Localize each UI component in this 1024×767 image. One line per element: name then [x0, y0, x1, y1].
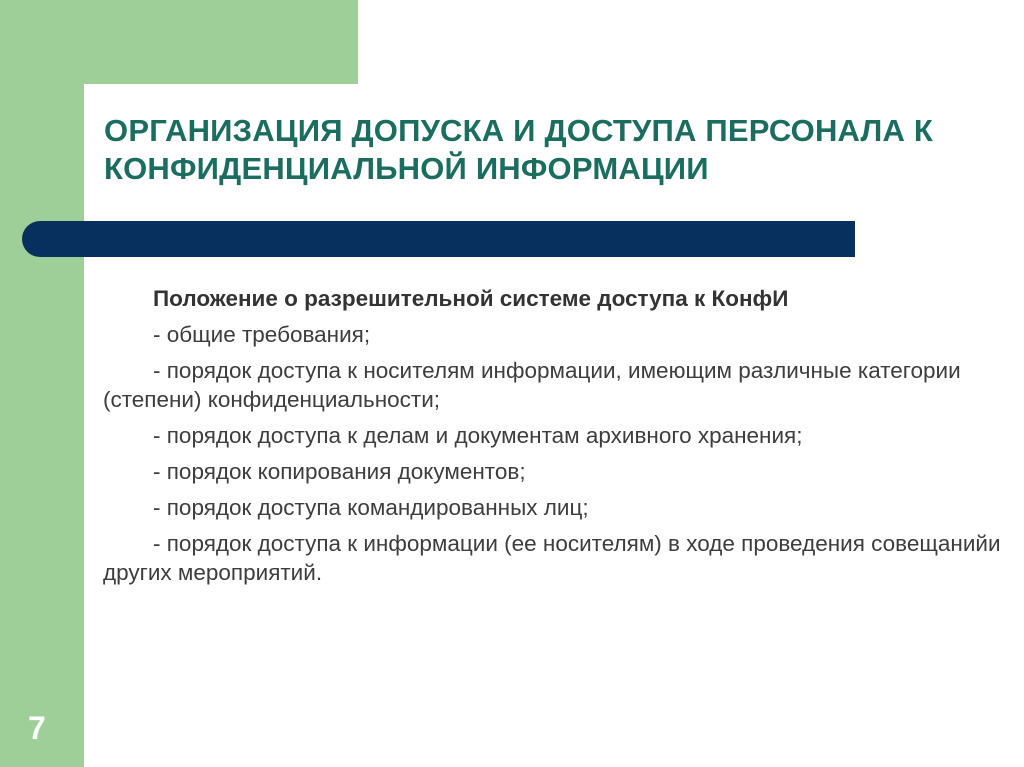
title-divider-bar	[22, 221, 855, 257]
list-item: - порядок копирования документов;	[153, 459, 526, 484]
page-number: 7	[28, 710, 46, 746]
slide-title-line-2: КОНФИДЕНЦИАЛЬНОЙ ИНФОРМАЦИИ	[104, 151, 709, 186]
list-item: - порядок доступа командированных лиц;	[153, 495, 589, 520]
list-item: - общие требования;	[153, 322, 371, 347]
list-item: - порядок доступа к носителям информации, имеющим различные категории (степени) конфиденциальности;	[103, 358, 961, 412]
left-accent-bar	[0, 0, 84, 767]
slide-body	[103, 284, 1003, 594]
body-heading: Положение о разрешительной системе доступа к КонфИ	[153, 286, 789, 311]
slide-title	[104, 112, 1014, 188]
list-item: - порядок доступа к делам и документам архивного хранения;	[153, 423, 803, 448]
top-accent-block	[0, 0, 358, 84]
slide-title-line-1: ОРГАНИЗАЦИЯ ДОПУСКА И ДОСТУПА ПЕРСОНАЛА К	[104, 113, 933, 148]
list-item: - порядок доступа к информации (ее носителям) в ходе проведения совещанийи других мероприятий.	[103, 531, 1001, 585]
